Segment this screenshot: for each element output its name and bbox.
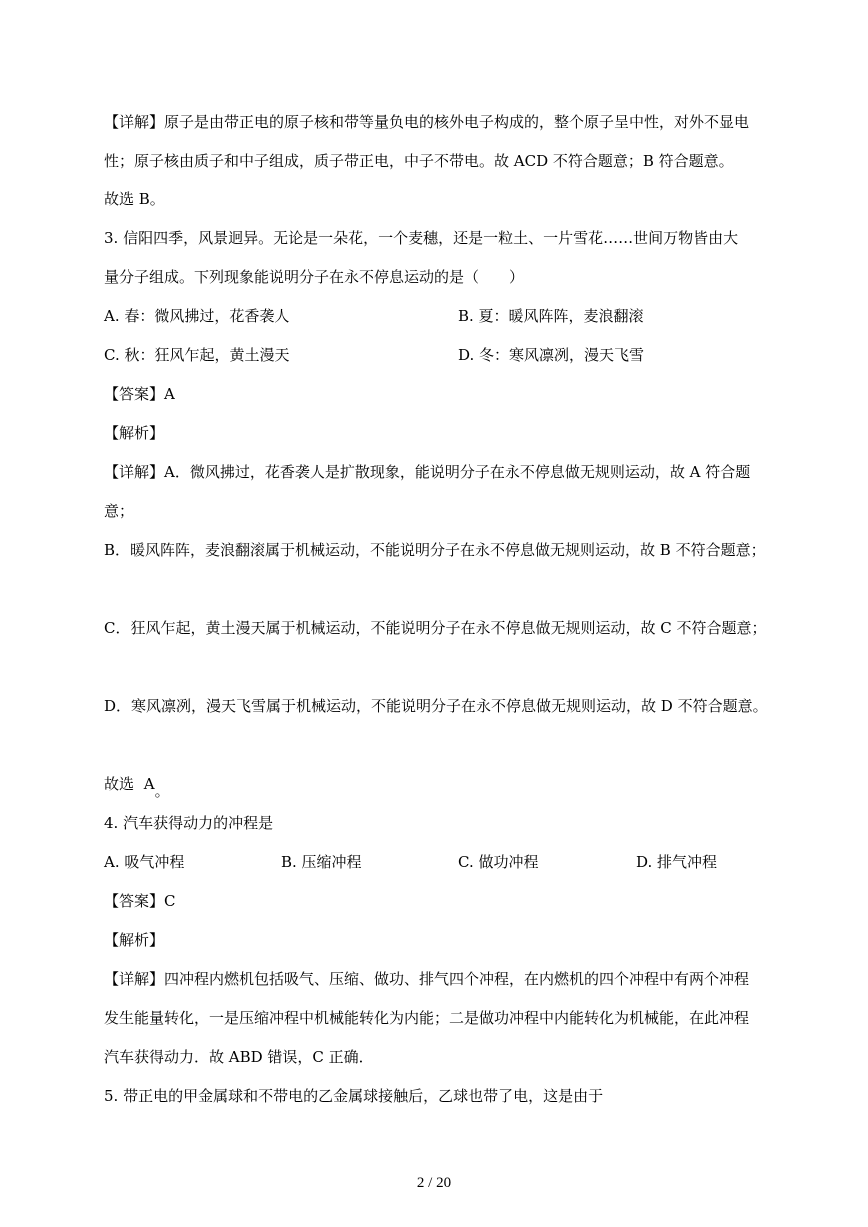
q4-stem: 4. 汽车获得动力的冲程是	[104, 814, 274, 832]
q3-detail-a-line-1: 【详解】A．微风拂过，花香袭人是扩散现象，能说明分子在永不停息做无规则运动，故 A 符合题	[104, 463, 751, 481]
page-number: 2 / 20	[416, 1175, 452, 1191]
q2-detail-line-2: 性；原子核由质子和中子组成，质子带正电，中子不带电。故 ACD 不符合题意；B 符合题意。	[104, 152, 734, 170]
q3-choose-dot: 。	[154, 782, 170, 800]
q3-detail-c: C．狂风乍起，黄土漫天属于机械运动，不能说明分子在永不停息做无规则运动，故 C 不符合题意；	[104, 619, 767, 637]
q4-option-b: B. 压缩冲程	[281, 853, 362, 871]
q4-answer: 【答案】C	[104, 892, 176, 910]
q3-analysis-heading: 【解析】	[104, 424, 165, 442]
q3-detail-b: B．暖风阵阵，麦浪翻滚属于机械运动，不能说明分子在永不停息做无规则运动，故 B 不符合题意；	[104, 541, 766, 559]
q4-option-c: C. 做功冲程	[458, 853, 539, 871]
q3-option-c: C. 秋：狂风乍起，黄土漫天	[104, 346, 290, 364]
q4-detail-line-2: 发生能量转化，一是压缩冲程中机械能转化为内能；二是做功冲程中内能转化为机械能，在此冲程	[104, 1009, 750, 1027]
q3-detail-a-line-2: 意；	[104, 502, 135, 520]
q3-option-a: A. 春：微风拂过，花香袭人	[104, 307, 290, 325]
q4-detail-line-1: 【详解】四冲程内燃机包括吸气、压缩、做功、排气四个冲程，在内燃机的四个冲程中有两个冲程	[104, 970, 750, 988]
q4-analysis-heading: 【解析】	[104, 931, 165, 949]
q3-option-d: D. 冬：寒风凛冽，漫天飞雪	[458, 346, 645, 364]
q2-choose: 故选 B。	[104, 190, 165, 208]
q4-detail-line-3: 汽车获得动力．故 ABD 错误，C 正确．	[104, 1048, 374, 1066]
q3-choose-text: 故选	[104, 775, 135, 793]
q2-detail-line-1: 【详解】原子是由带正电的原子核和带等量负电的核外电子构成的，整个原子呈中性，对外不显电	[104, 113, 750, 131]
q4-option-a: A. 吸气冲程	[104, 853, 185, 871]
q3-option-b: B. 夏：暖风阵阵，麦浪翻滚	[458, 307, 644, 325]
q3-detail-d: D．寒风凛冽，漫天飞雪属于机械运动，不能说明分子在永不停息做无规则运动，故 D 不符合题意。	[104, 697, 768, 715]
q3-answer: 【答案】A	[104, 385, 175, 403]
q4-option-d: D. 排气冲程	[636, 853, 718, 871]
q5-stem: 5. 带正电的甲金属球和不带电的乙金属球接触后，乙球也带了电，这是由于	[104, 1087, 604, 1105]
q3-choose	[104, 774, 170, 800]
q3-stem-line-1: 3. 信阳四季，风景迥异。无论是一朵花，一个麦穗，还是一粒土、一片雪花……世间万物皆由大	[104, 229, 739, 247]
q3-choose-letter: A	[143, 775, 155, 793]
q3-stem-line-2: 量分子组成。下列现象能说明分子在永不停息运动的是（ ）	[104, 268, 525, 286]
